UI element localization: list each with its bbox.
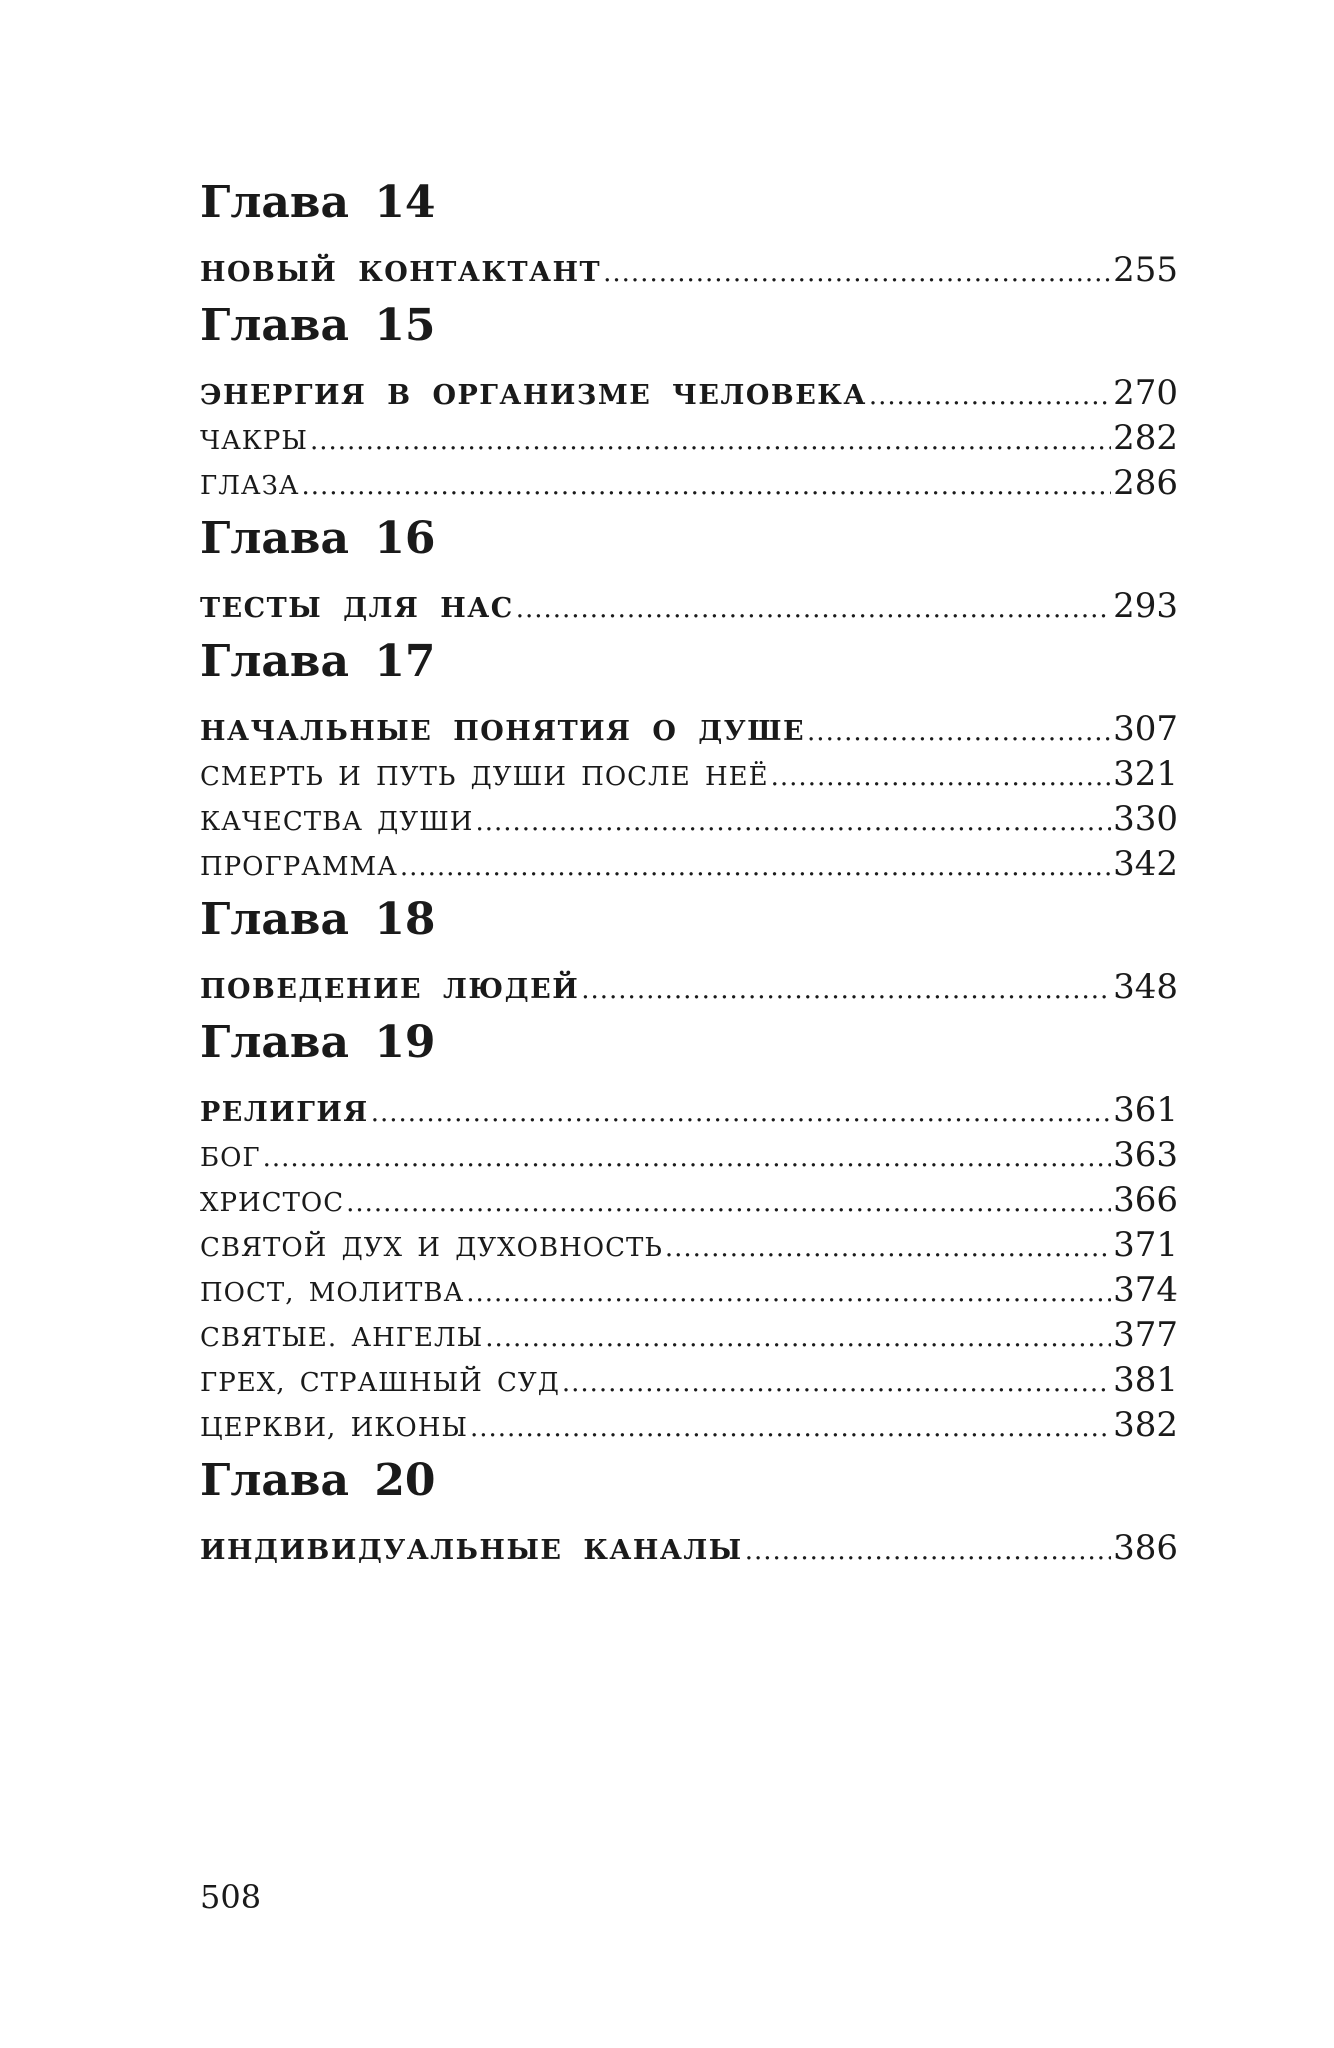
toc-entry-page: 382 — [1113, 1405, 1178, 1445]
toc-entry-title: СВЯТЫЕ. АНГЕЛЫ — [200, 1323, 484, 1353]
dot-leader — [475, 800, 1111, 845]
chapter-15 — [200, 295, 1178, 506]
toc-entry[interactable] — [200, 1133, 1178, 1178]
toc-entry-page: 330 — [1113, 799, 1178, 839]
chapter-heading: Глава 20 — [200, 1455, 436, 1506]
toc-entry-page: 374 — [1113, 1270, 1178, 1310]
toc-entry-page: 371 — [1113, 1225, 1178, 1265]
chapter-heading: Глава 16 — [200, 513, 436, 564]
toc-entry[interactable] — [200, 461, 1178, 506]
toc-entry[interactable] — [200, 1313, 1178, 1358]
dot-leader — [400, 845, 1111, 890]
chapter-heading: Глава 19 — [200, 1017, 436, 1068]
toc-entry[interactable] — [200, 842, 1178, 887]
dot-leader — [470, 1406, 1111, 1451]
toc-entry[interactable] — [200, 584, 1178, 629]
toc-entry[interactable] — [200, 1223, 1178, 1268]
toc-entry-title: ПРОГРАММА — [200, 852, 398, 882]
toc-entry-page: 377 — [1113, 1315, 1178, 1355]
toc-entry[interactable] — [200, 416, 1178, 461]
toc-entry-page: 286 — [1113, 463, 1178, 503]
dot-leader — [745, 1529, 1111, 1574]
chapter-14 — [200, 172, 1178, 293]
toc-entry-page: 270 — [1113, 373, 1178, 413]
toc-entry-page: 386 — [1113, 1528, 1178, 1568]
chapter-20 — [200, 1450, 1178, 1571]
toc-entry[interactable] — [200, 371, 1178, 416]
dot-leader — [603, 251, 1111, 296]
toc-entry-title: ГЛАЗА — [200, 471, 300, 501]
toc-entry-title: ПОСТ, МОЛИТВА — [200, 1278, 465, 1308]
toc-entry[interactable] — [200, 1088, 1178, 1133]
dot-leader — [263, 1136, 1111, 1181]
toc-entry[interactable] — [200, 1268, 1178, 1313]
chapter-16 — [200, 508, 1178, 629]
toc-entry-title: ГРЕХ, СТРАШНЫЙ СУД — [200, 1368, 560, 1398]
toc-entry-title: БОГ — [200, 1143, 261, 1173]
toc-entry-title: КАЧЕСТВА ДУШИ — [200, 807, 474, 837]
toc-entry-page: 361 — [1113, 1090, 1178, 1130]
toc-entry-page: 366 — [1113, 1180, 1178, 1220]
dot-leader — [665, 1226, 1111, 1271]
chapter-heading: Глава 18 — [200, 894, 436, 945]
toc-entry-title: ИНДИВИДУАЛЬНЫЕ КАНАЛЫ — [200, 1535, 743, 1566]
chapter-heading: Глава 14 — [200, 177, 436, 228]
toc-entry[interactable] — [200, 707, 1178, 752]
dot-leader — [371, 1091, 1111, 1136]
toc-entry-title: РЕЛИГИЯ — [200, 1097, 369, 1128]
toc-entry[interactable] — [200, 1403, 1178, 1448]
chapter-19 — [200, 1012, 1178, 1448]
dot-leader — [771, 755, 1111, 800]
chapter-heading: Глава 15 — [200, 300, 436, 351]
table-of-contents — [200, 172, 1178, 1571]
toc-entry-title: ЦЕРКВИ, ИКОНЫ — [200, 1413, 468, 1443]
toc-entry-page: 381 — [1113, 1360, 1178, 1400]
dot-leader — [581, 968, 1111, 1013]
dot-leader — [302, 464, 1112, 509]
dot-leader — [466, 1271, 1111, 1316]
toc-entry-title: СВЯТОЙ ДУХ И ДУХОВНОСТЬ — [200, 1233, 663, 1263]
toc-entry-page: 307 — [1113, 709, 1178, 749]
toc-entry[interactable] — [200, 248, 1178, 293]
toc-entry[interactable] — [200, 1358, 1178, 1403]
dot-leader — [346, 1181, 1111, 1226]
chapter-17 — [200, 631, 1178, 887]
toc-entry[interactable] — [200, 752, 1178, 797]
toc-entry-title: СМЕРТЬ И ПУТЬ ДУШИ ПОСЛЕ НЕЁ — [200, 762, 769, 792]
toc-entry[interactable] — [200, 965, 1178, 1010]
toc-entry-title: ЧАКРЫ — [200, 426, 308, 456]
toc-entry-title: НАЧАЛЬНЫЕ ПОНЯТИЯ О ДУШЕ — [200, 716, 806, 747]
dot-leader — [516, 587, 1111, 632]
toc-entry-page: 255 — [1113, 250, 1178, 290]
dot-leader — [562, 1361, 1111, 1406]
toc-entry-page: 342 — [1113, 844, 1178, 884]
toc-entry-page: 348 — [1113, 967, 1178, 1007]
chapter-18 — [200, 889, 1178, 1010]
toc-entry-title: ХРИСТОС — [200, 1188, 345, 1218]
toc-entry-title: ПОВЕДЕНИЕ ЛЮДЕЙ — [200, 974, 580, 1005]
toc-entry-page: 293 — [1113, 586, 1178, 626]
toc-entry-page: 321 — [1113, 754, 1178, 794]
dot-leader — [869, 374, 1111, 419]
toc-entry[interactable] — [200, 1178, 1178, 1223]
toc-entry-page: 363 — [1113, 1135, 1178, 1175]
toc-entry[interactable] — [200, 797, 1178, 842]
dot-leader — [310, 419, 1111, 464]
page-number: 508 — [200, 1878, 262, 1916]
dot-leader — [807, 710, 1111, 755]
toc-entry-page: 282 — [1113, 418, 1178, 458]
toc-entry-title: НОВЫЙ КОНТАКТАНТ — [200, 257, 602, 288]
toc-entry-title: ТЕСТЫ ДЛЯ НАС — [200, 593, 514, 624]
chapter-heading: Глава 17 — [200, 636, 436, 687]
toc-entry-title: ЭНЕРГИЯ В ОРГАНИЗМЕ ЧЕЛОВЕКА — [200, 380, 867, 411]
toc-entry[interactable] — [200, 1526, 1178, 1571]
dot-leader — [485, 1316, 1111, 1361]
